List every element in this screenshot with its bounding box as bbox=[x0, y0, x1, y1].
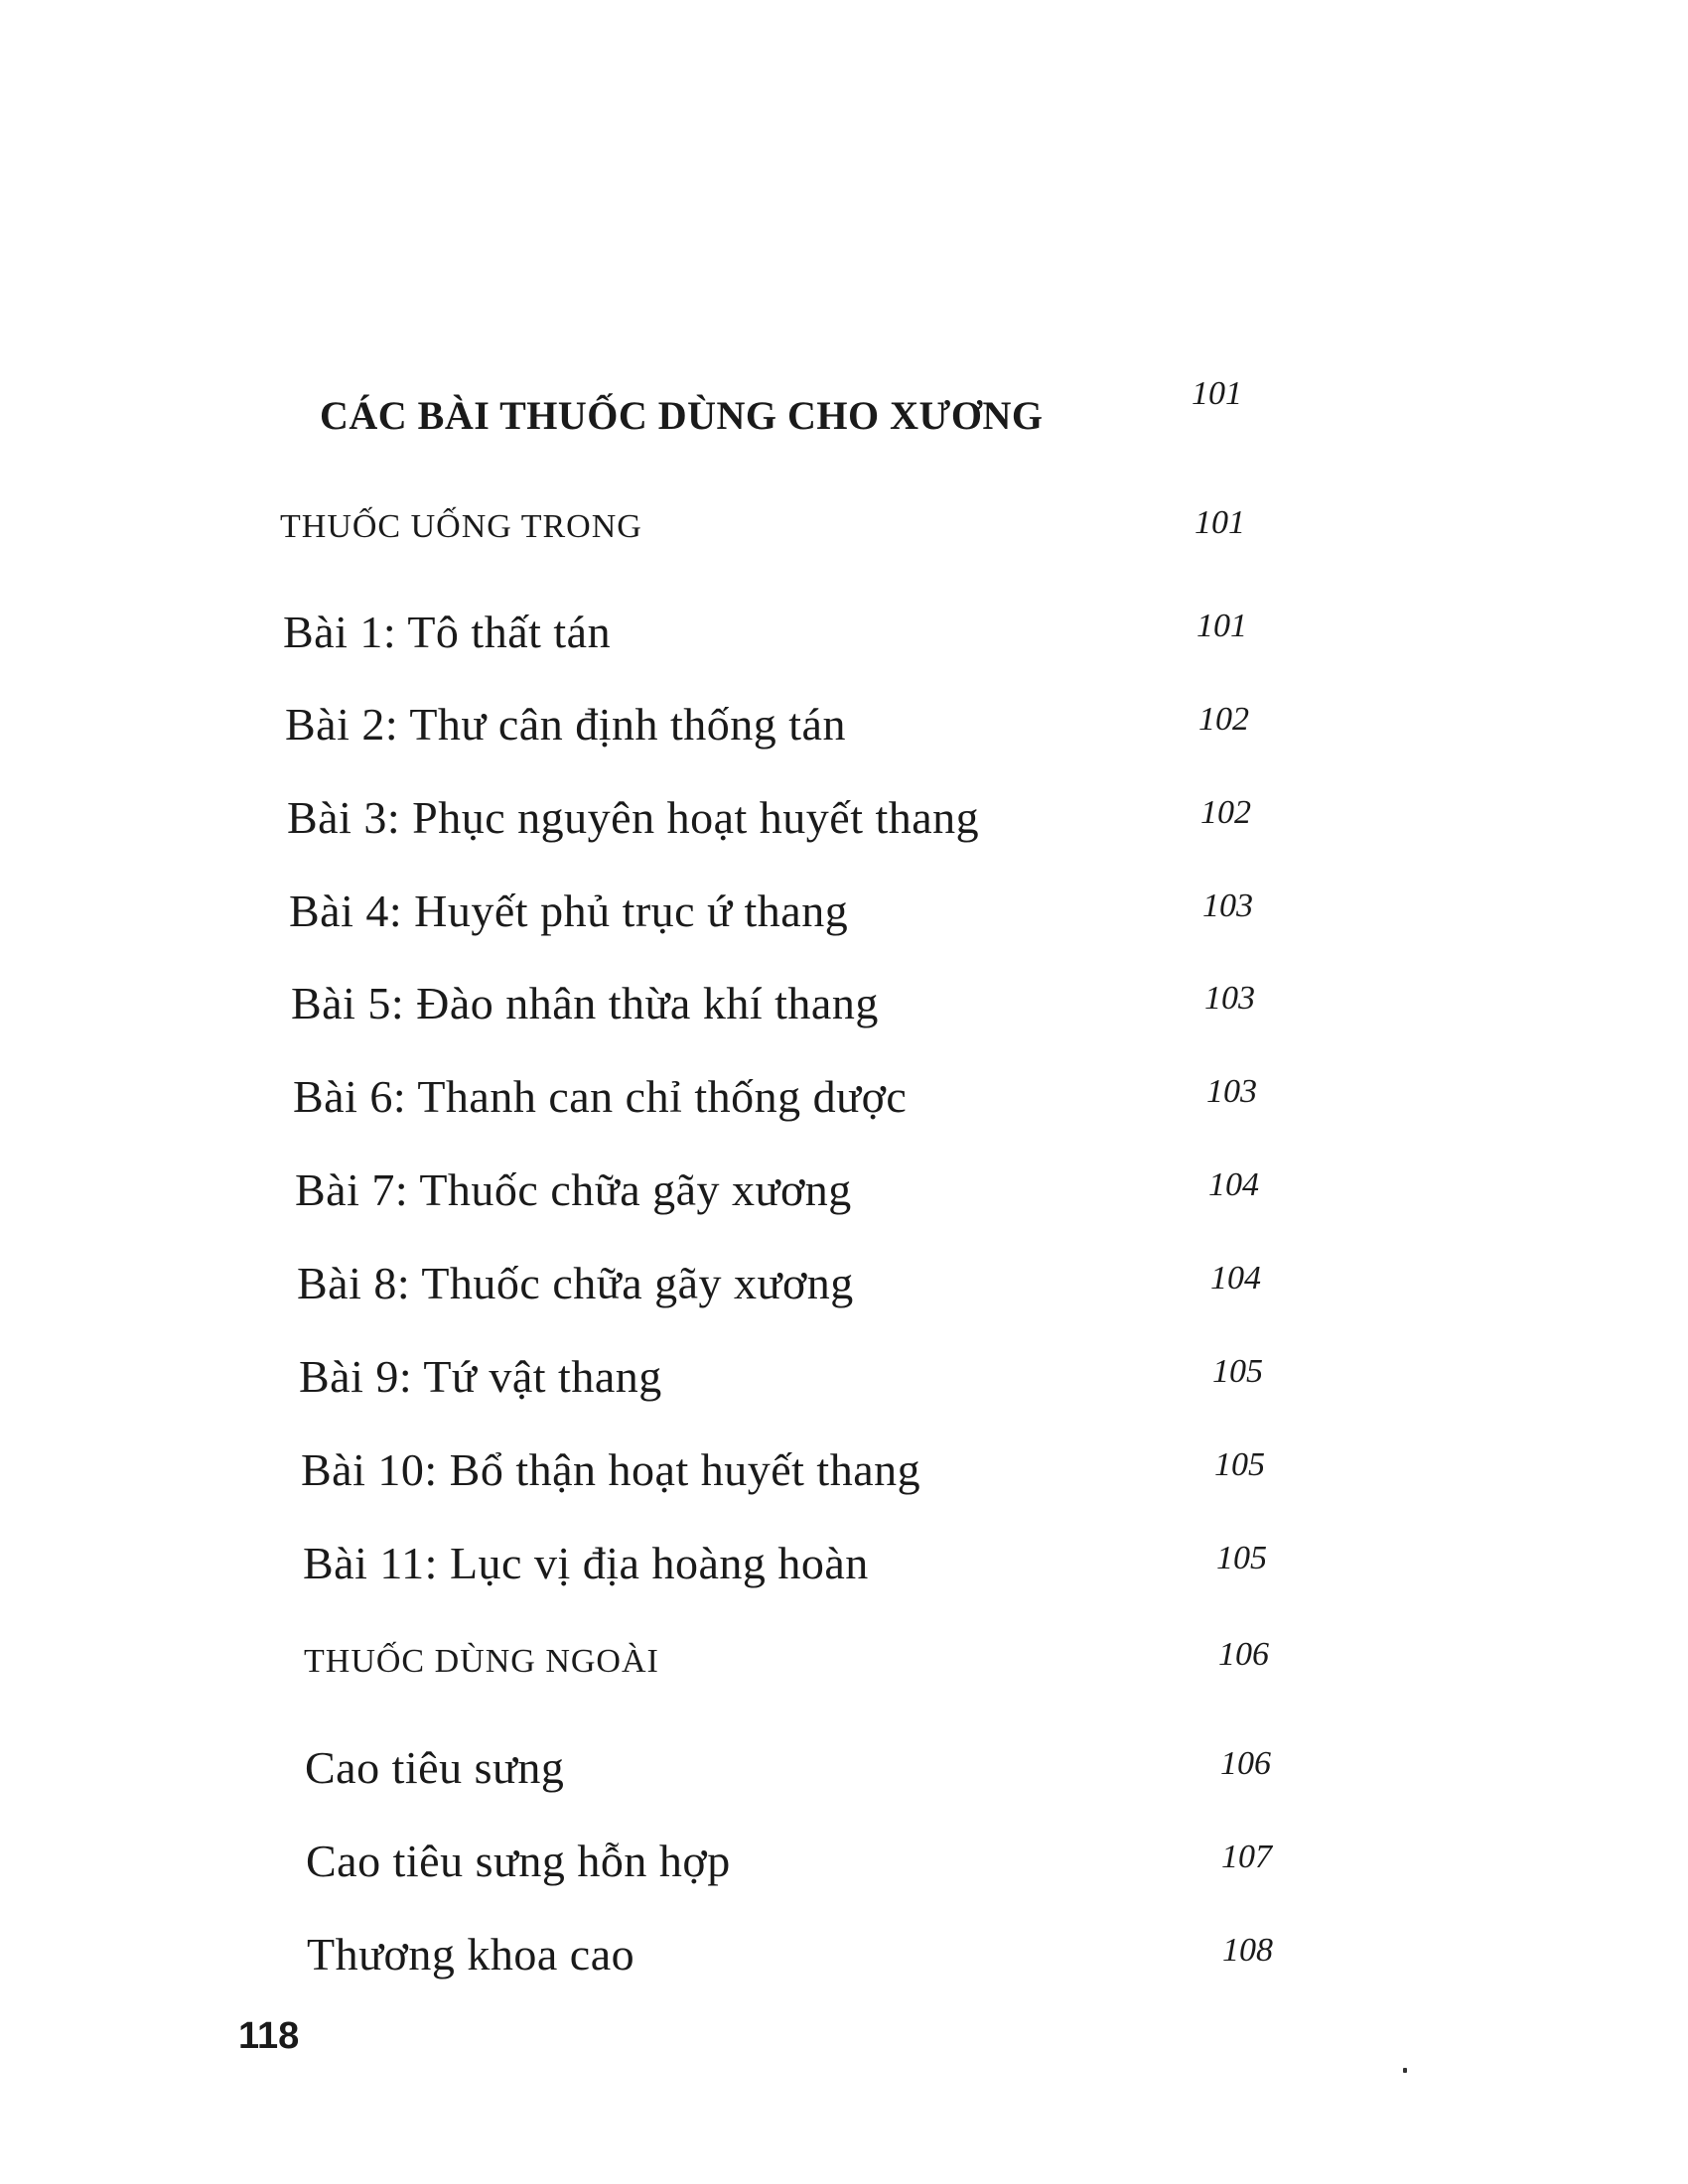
toc-entry: Bài 9: Tứ vật thang bbox=[299, 1351, 662, 1402]
toc-entry: Bài 3: Phục nguyên hoạt huyết thang bbox=[287, 792, 980, 843]
page-number: 118 bbox=[238, 2015, 300, 2057]
toc-entry-page: 104 bbox=[1208, 1166, 1259, 1203]
toc-entry-page: 103 bbox=[1202, 887, 1253, 924]
toc-entry: Thương khoa cao bbox=[307, 1929, 635, 1979]
section-heading-external: THUỐC DÙNG NGOÀI bbox=[304, 1643, 659, 1680]
chapter-title-page: 101 bbox=[1192, 375, 1242, 412]
toc-entry: Bài 6: Thanh can chỉ thống dược bbox=[293, 1071, 908, 1122]
section-heading-external-page: 106 bbox=[1218, 1636, 1269, 1673]
toc-entry-page: 103 bbox=[1204, 980, 1255, 1017]
toc-entry-page: 103 bbox=[1206, 1073, 1257, 1110]
toc-entry: Bài 2: Thư cân định thống tán bbox=[285, 699, 846, 750]
toc-entry-page: 105 bbox=[1212, 1353, 1263, 1390]
toc-entry: Bài 11: Lục vị địa hoàng hoàn bbox=[303, 1538, 869, 1588]
toc-entry: Bài 8: Thuốc chữa gãy xương bbox=[297, 1258, 854, 1308]
toc-entry-page: 105 bbox=[1216, 1540, 1267, 1576]
toc-entry-page: 102 bbox=[1200, 794, 1251, 831]
toc-entry-page: 107 bbox=[1221, 1839, 1272, 1875]
toc-entry: Cao tiêu sưng bbox=[305, 1742, 565, 1793]
chapter-title: CÁC BÀI THUỐC DÙNG CHO XƯƠNG bbox=[320, 393, 1044, 438]
toc-entry: Bài 10: Bổ thận hoạt huyết thang bbox=[301, 1444, 921, 1495]
toc-entry-page: 106 bbox=[1220, 1745, 1271, 1782]
toc-entry: Cao tiêu sưng hỗn hợp bbox=[306, 1836, 731, 1886]
toc-entry: Bài 1: Tô thất tán bbox=[283, 607, 612, 657]
section-heading-oral: THUỐC UỐNG TRONG bbox=[280, 508, 642, 545]
toc-entry: Bài 4: Huyết phủ trục ứ thang bbox=[289, 886, 849, 936]
section-heading-oral-page: 101 bbox=[1195, 504, 1245, 541]
toc-entry-page: 104 bbox=[1210, 1260, 1261, 1297]
toc-entry: Bài 5: Đào nhân thừa khí thang bbox=[291, 978, 879, 1028]
toc-entry: Bài 7: Thuốc chữa gãy xương bbox=[295, 1164, 852, 1215]
toc-entry-page: 108 bbox=[1222, 1932, 1273, 1969]
toc-entry-page: 101 bbox=[1196, 608, 1247, 644]
toc-entry-page: 105 bbox=[1214, 1446, 1265, 1483]
toc-entry-page: 102 bbox=[1198, 701, 1249, 738]
print-speck bbox=[1403, 2068, 1407, 2073]
